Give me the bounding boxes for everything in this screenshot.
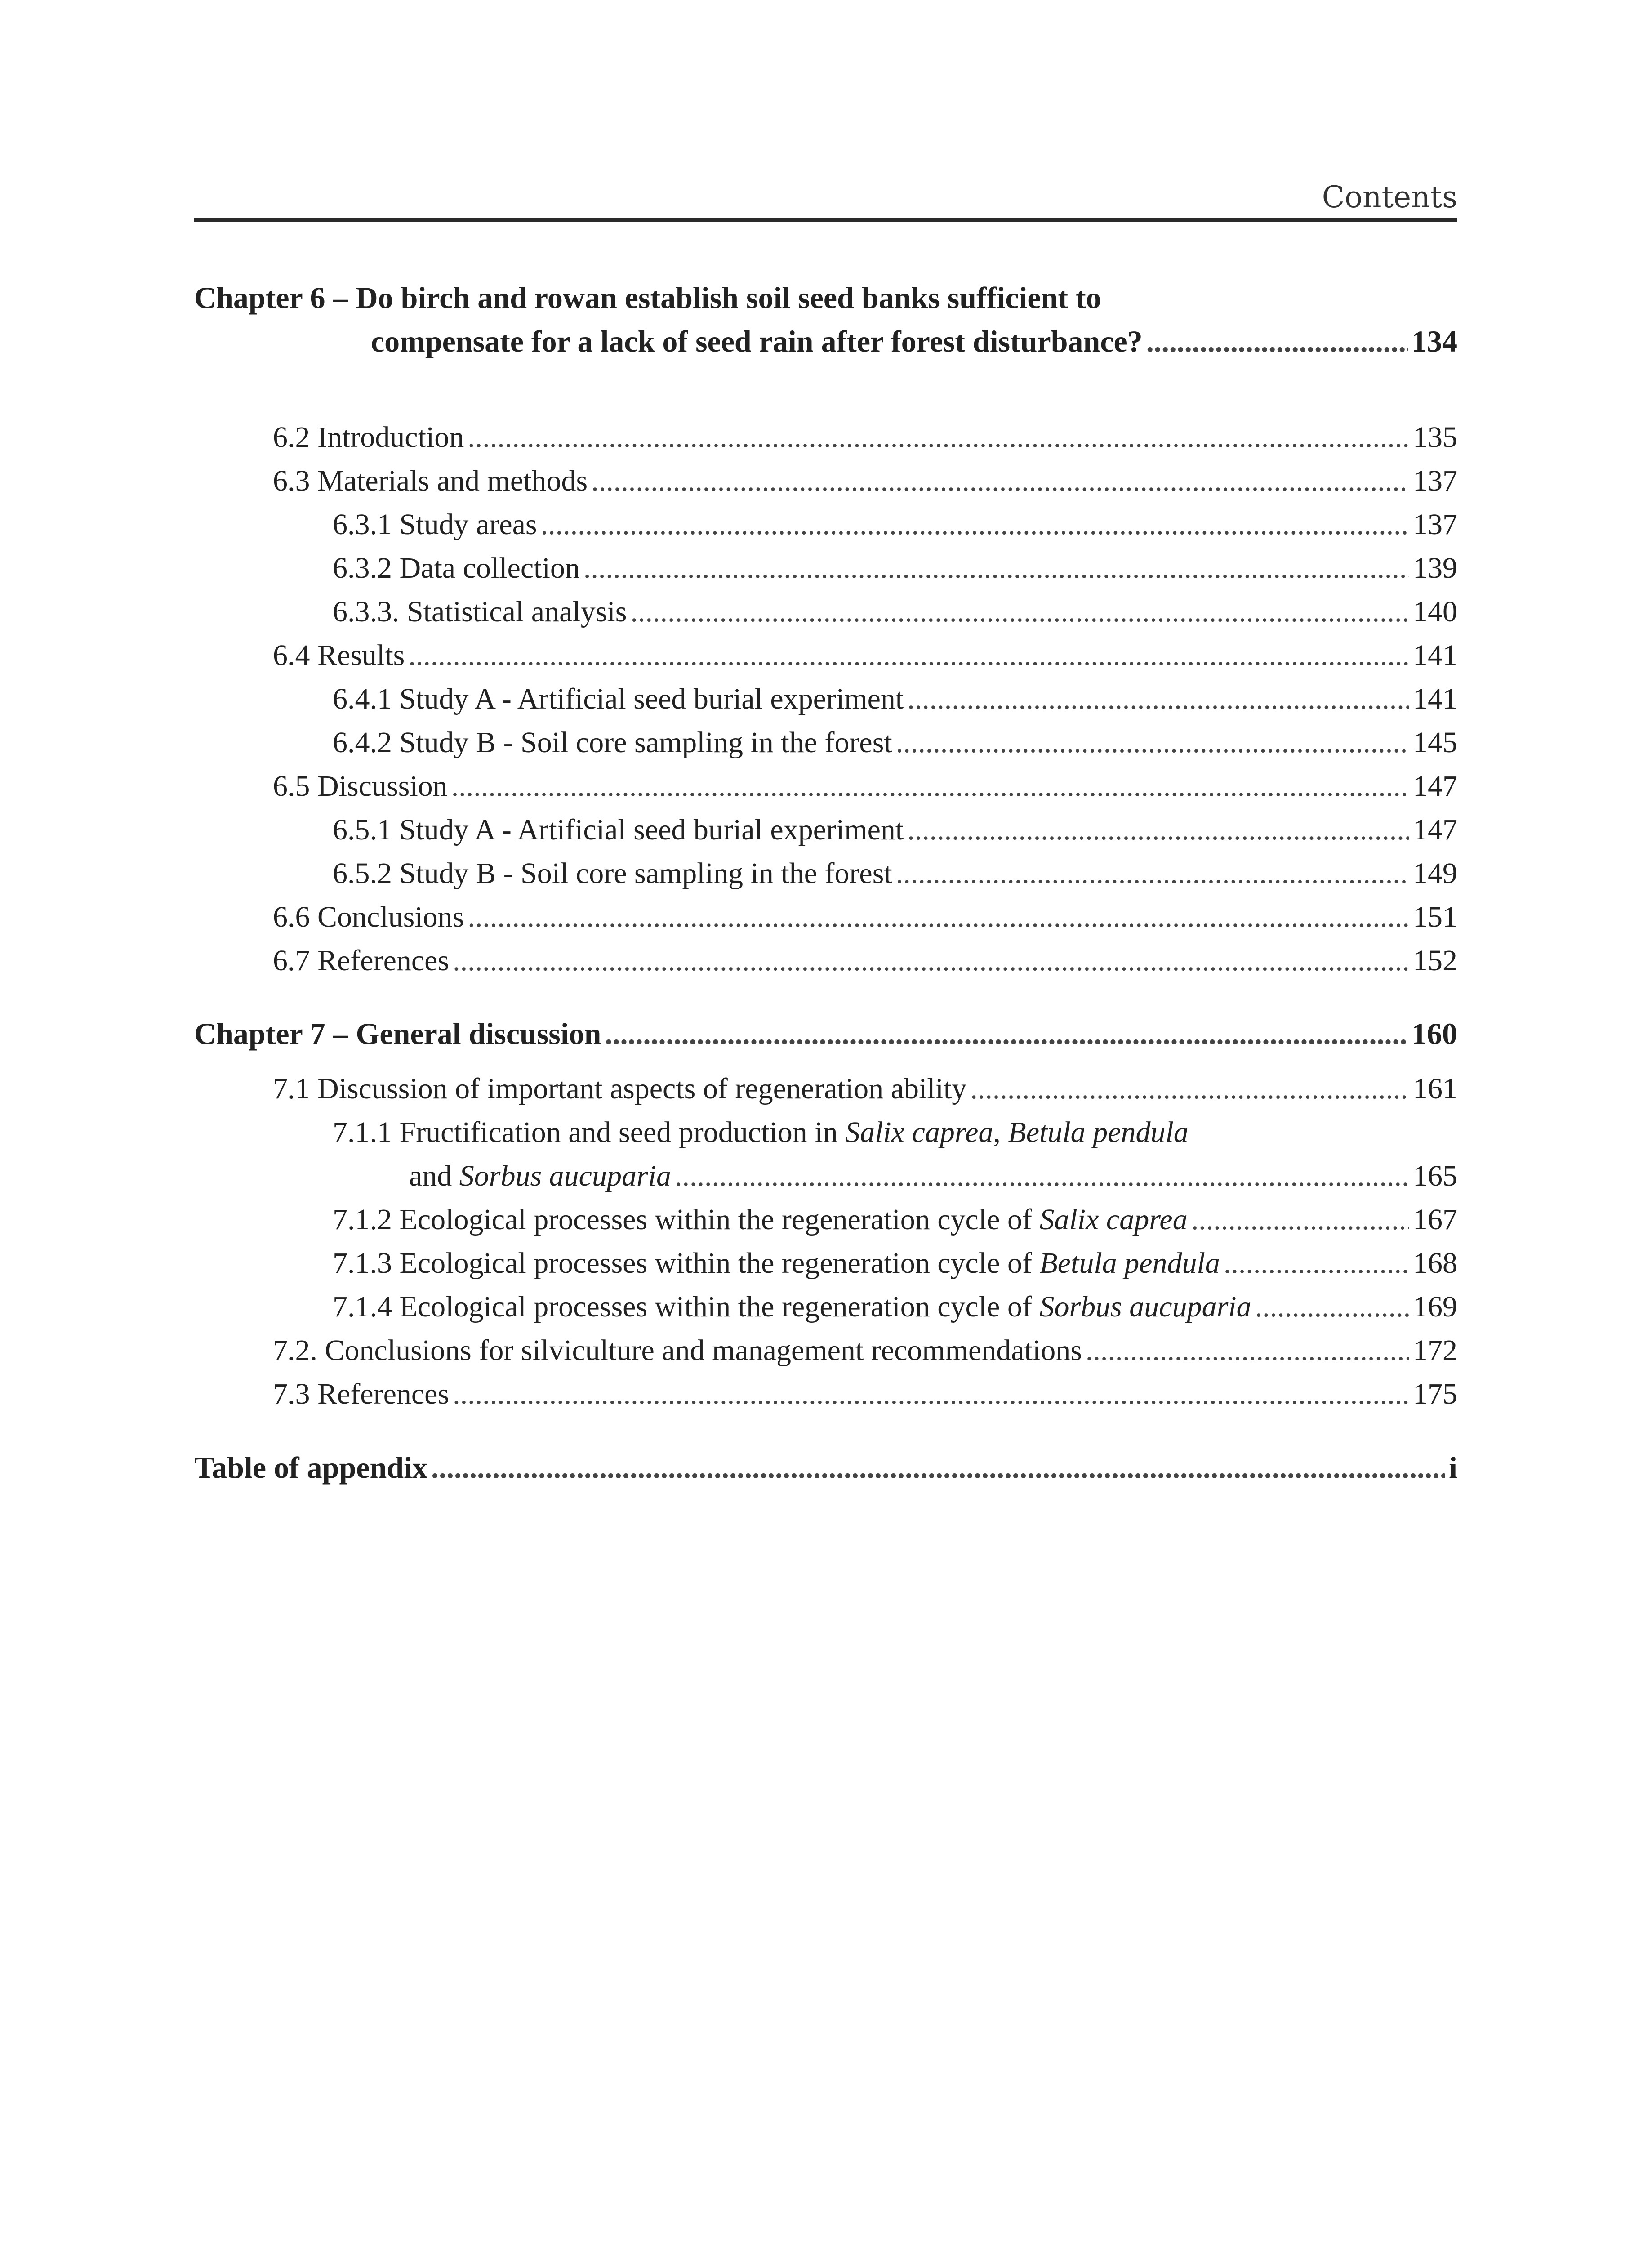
toc-page: 139	[1413, 552, 1457, 584]
dot-leader	[1146, 326, 1408, 357]
toc-entry[interactable]	[333, 1292, 1457, 1322]
dot-leader	[1255, 1292, 1409, 1322]
toc-entry-7-1-1-line2[interactable]	[409, 1161, 1457, 1191]
toc-label: 6.4.1 Study A - Artificial seed burial experiment	[333, 682, 904, 715]
toc-page: 165	[1413, 1160, 1457, 1192]
toc-page: 152	[1413, 944, 1457, 977]
species-name: Sorbus aucuparia	[1039, 1290, 1251, 1323]
dot-leader	[541, 510, 1409, 540]
toc-page: 137	[1413, 508, 1457, 541]
toc-label: compensate for a lack of seed rain after forest disturbance?	[371, 324, 1143, 358]
toc-label: 7.3 References	[273, 1378, 450, 1410]
toc-page: 168	[1413, 1247, 1457, 1280]
toc-page: 141	[1413, 639, 1457, 672]
toc-page: 172	[1413, 1334, 1457, 1367]
toc-page: 151	[1413, 901, 1457, 933]
dot-leader	[907, 815, 1409, 845]
toc-label: 6.2 Introduction	[273, 421, 464, 454]
toc-label: 6.3.2 Data collection	[333, 552, 580, 584]
species-name: Sorbus aucuparia	[459, 1160, 671, 1192]
toc-label-prefix: 7.1.2 Ecological processes within the regeneration cycle of	[333, 1203, 1040, 1236]
toc-entry[interactable]	[333, 1249, 1457, 1278]
toc-entry[interactable]	[333, 684, 1457, 714]
toc-entry[interactable]	[333, 553, 1457, 583]
toc-label	[333, 1205, 1188, 1235]
dot-leader	[468, 423, 1409, 452]
dot-leader	[408, 641, 1409, 670]
toc-page: 137	[1413, 464, 1457, 497]
toc-entry[interactable]	[333, 597, 1457, 627]
dot-leader	[675, 1161, 1409, 1191]
dot-leader	[453, 946, 1409, 976]
toc-entry[interactable]	[333, 728, 1457, 758]
toc-entry[interactable]	[273, 1379, 1457, 1409]
toc-label	[333, 1249, 1220, 1278]
toc-page: 147	[1413, 770, 1457, 803]
toc-page: 175	[1413, 1378, 1457, 1410]
dot-leader	[1224, 1249, 1409, 1278]
toc-label: 6.5.1 Study A - Artificial seed burial experiment	[333, 813, 904, 846]
dot-leader	[451, 772, 1409, 801]
chapter-6-title-line1: Chapter 6 – Do birch and rowan establish soil seed banks sufficient to	[194, 281, 1101, 315]
toc-page: 134	[1412, 324, 1457, 358]
toc-label-prefix: 7.1.3 Ecological processes within the regeneration cycle of	[333, 1247, 1040, 1280]
toc-entry[interactable]	[273, 772, 1457, 801]
toc-page: i	[1449, 1450, 1457, 1485]
toc-page: 169	[1413, 1290, 1457, 1323]
header-rule	[194, 218, 1457, 222]
toc-label: 7.1 Discussion of important aspects of regeneration ability	[273, 1072, 967, 1105]
dot-leader	[630, 597, 1409, 627]
species-name: Salix caprea	[845, 1116, 993, 1149]
toc-page: 147	[1413, 813, 1457, 846]
toc-page: 145	[1413, 726, 1457, 759]
dot-leader	[1191, 1205, 1409, 1235]
dot-leader	[896, 728, 1409, 758]
species-name: Salix caprea	[1039, 1203, 1188, 1236]
toc-entry[interactable]	[273, 641, 1457, 670]
toc-label-prefix: 7.1.4 Ecological processes within the regeneration cycle of	[333, 1290, 1040, 1323]
chapter-6-title-line2[interactable]	[371, 326, 1457, 357]
toc-page: 140	[1413, 595, 1457, 628]
toc-entry[interactable]	[273, 946, 1457, 976]
separator: ,	[993, 1116, 1008, 1149]
toc-label: 6.3.1 Study areas	[333, 508, 537, 541]
appendix-entry[interactable]	[194, 1452, 1457, 1483]
toc-label: 6.3.3. Statistical analysis	[333, 595, 627, 628]
toc-label: 7.2. Conclusions for silviculture and management recommendations	[273, 1334, 1082, 1367]
dot-leader	[583, 553, 1409, 583]
species-name: Betula pendula	[1008, 1116, 1189, 1149]
toc-entry-7-1-1-line1	[333, 1118, 1189, 1147]
toc-label: Table of appendix	[194, 1450, 427, 1485]
dot-leader	[605, 1018, 1408, 1049]
toc-label	[409, 1161, 671, 1191]
chapter-7-entry[interactable]	[194, 1018, 1457, 1049]
toc-label: Chapter 7 – General discussion	[194, 1017, 601, 1051]
toc-label: 6.7 References	[273, 944, 450, 977]
toc-entry[interactable]	[333, 1205, 1457, 1235]
dot-leader	[431, 1452, 1445, 1483]
toc-entry[interactable]	[273, 1074, 1457, 1104]
toc-page: 161	[1413, 1072, 1457, 1105]
toc-label-prefix: and	[409, 1160, 459, 1192]
toc-entry[interactable]	[273, 423, 1457, 452]
toc-entry[interactable]	[333, 815, 1457, 845]
dot-leader	[1086, 1336, 1409, 1365]
toc-entry[interactable]	[333, 510, 1457, 540]
toc-label: 6.5.2 Study B - Soil core sampling in the forest	[333, 857, 892, 890]
toc-label: 6.5 Discussion	[273, 770, 448, 803]
toc-label: 6.4.2 Study B - Soil core sampling in the forest	[333, 726, 892, 759]
running-head: Contents	[1322, 180, 1457, 214]
toc-label: 6.3 Materials and methods	[273, 464, 588, 497]
toc-entry[interactable]	[333, 859, 1457, 888]
toc-entry[interactable]	[273, 466, 1457, 496]
dot-leader	[970, 1074, 1409, 1104]
toc-label: 6.6 Conclusions	[273, 901, 464, 933]
toc-entry[interactable]	[273, 1336, 1457, 1365]
toc-page: 141	[1413, 682, 1457, 715]
toc-page: 149	[1413, 857, 1457, 890]
toc-label: 7.1.1 Fructification and seed production in	[333, 1116, 846, 1149]
dot-leader	[453, 1379, 1409, 1409]
dot-leader	[468, 902, 1409, 932]
species-name: Betula pendula	[1039, 1247, 1220, 1280]
dot-leader	[896, 859, 1409, 888]
toc-page: 160	[1412, 1017, 1457, 1051]
toc-label	[333, 1292, 1251, 1322]
toc-entry[interactable]	[273, 902, 1457, 932]
dot-leader	[907, 684, 1409, 714]
toc-page: 167	[1413, 1203, 1457, 1236]
toc-page: 135	[1413, 421, 1457, 454]
dot-leader	[591, 466, 1409, 496]
toc-label: 6.4 Results	[273, 639, 405, 672]
